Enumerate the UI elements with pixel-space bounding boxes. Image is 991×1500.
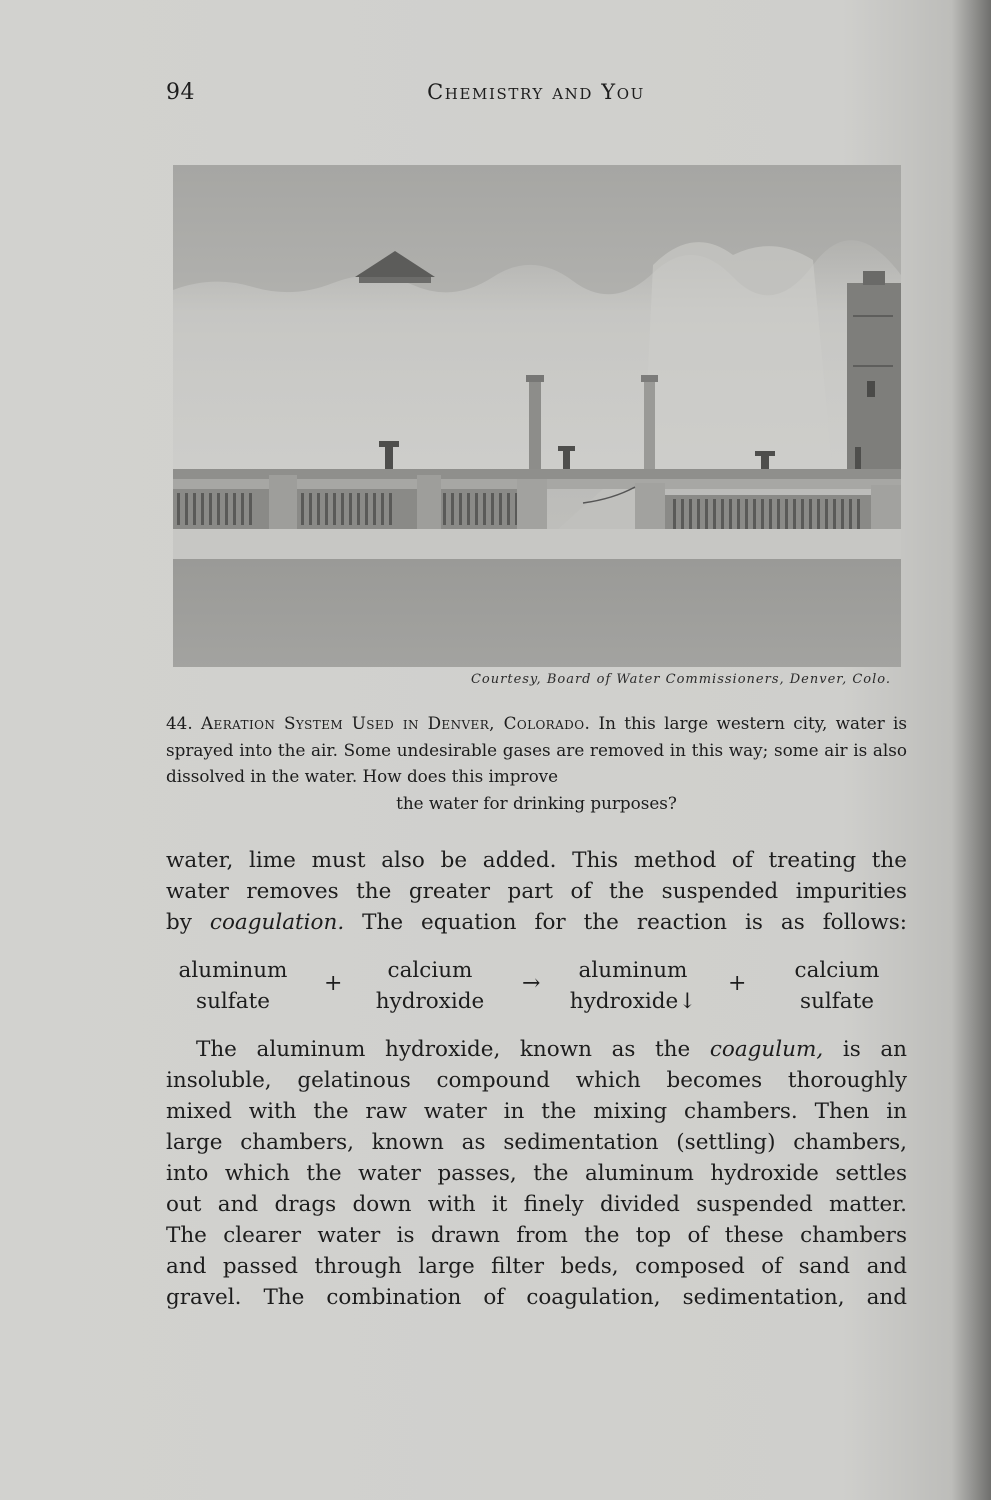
text-line: and passed through large filter beds, composed of sand and [166, 1254, 907, 1279]
caption-line: city, water is sprayed into the air. Some undesirable gases are removed [166, 713, 908, 760]
plus-sign: + [324, 971, 343, 996]
text-line: into which the water passes, the aluminum hydroxide settles [166, 1161, 907, 1186]
caption-heading: Aeration System Used in Denver, Colorado. [201, 713, 591, 733]
equation-word: calcium [387, 958, 473, 983]
text-run: The aluminum hydroxide, known as the [196, 1037, 710, 1062]
paragraph-coagulum [166, 1034, 907, 1313]
equation-word: hydroxide [375, 989, 485, 1014]
term-coagulum: coagulum, [709, 1037, 824, 1062]
text-line: The clearer water is drawn from the top of these chambers [166, 1223, 907, 1248]
paragraph-coagulation [166, 845, 907, 938]
text-line [166, 1034, 907, 1065]
aeration-photo-illustration [173, 165, 901, 667]
plus-sign: + [728, 971, 747, 996]
text-line [166, 907, 907, 938]
aeration-photograph [173, 165, 901, 667]
text-line: out and drags down with it finely divided suspended matter. [166, 1192, 907, 1217]
text-run: The equation for the reaction is as follows: [344, 910, 908, 935]
text-line: gravel. The combination of coagulation, sedimentation, and [166, 1285, 907, 1310]
caption-number: 44. [166, 713, 193, 733]
equation-term-aluminum-sulfate [158, 955, 308, 1017]
reaction-arrow: → [522, 971, 541, 996]
running-title: Chemistry and You [427, 80, 645, 104]
equation-word: hydroxide↓ [569, 989, 697, 1014]
text-run: by [166, 910, 210, 935]
page-header [166, 80, 906, 112]
figure-caption [166, 710, 907, 816]
text-line: insoluble, gelatinous compound which becomes thoroughly [166, 1068, 907, 1093]
caption-line: in this way; some air is also dissolved in the water. How does this improve [166, 739, 907, 786]
reaction-equation [166, 955, 907, 1025]
equation-term-aluminum-hydroxide [558, 955, 708, 1017]
equation-word: calcium [794, 958, 880, 983]
equation-term-calcium-hydroxide [355, 955, 505, 1017]
equation-term-calcium-sulfate [762, 955, 912, 1017]
equation-word: sulfate [800, 989, 874, 1014]
equation-word: aluminum [578, 958, 688, 983]
text-line: water removes the greater part of the suspended impurities [166, 879, 907, 904]
caption-line: the water for drinking purposes? [396, 792, 677, 813]
equation-word: aluminum [178, 958, 288, 983]
photo-credit: Courtesy, Board of Water Commissioners, Denver, Colo. [470, 672, 891, 687]
text-line: water, lime must also be added. This method of treating the [166, 848, 907, 873]
text-line: mixed with the raw water in the mixing chambers. Then in [166, 1099, 907, 1124]
equation-word: sulfate [196, 989, 270, 1014]
caption-line: In this large western [598, 713, 785, 733]
text-run: is an [823, 1037, 908, 1062]
page-number: 94 [166, 80, 195, 105]
text-line: large chambers, known as sedimentation (settling) chambers, [166, 1130, 907, 1155]
term-coagulation: coagulation. [209, 910, 345, 935]
